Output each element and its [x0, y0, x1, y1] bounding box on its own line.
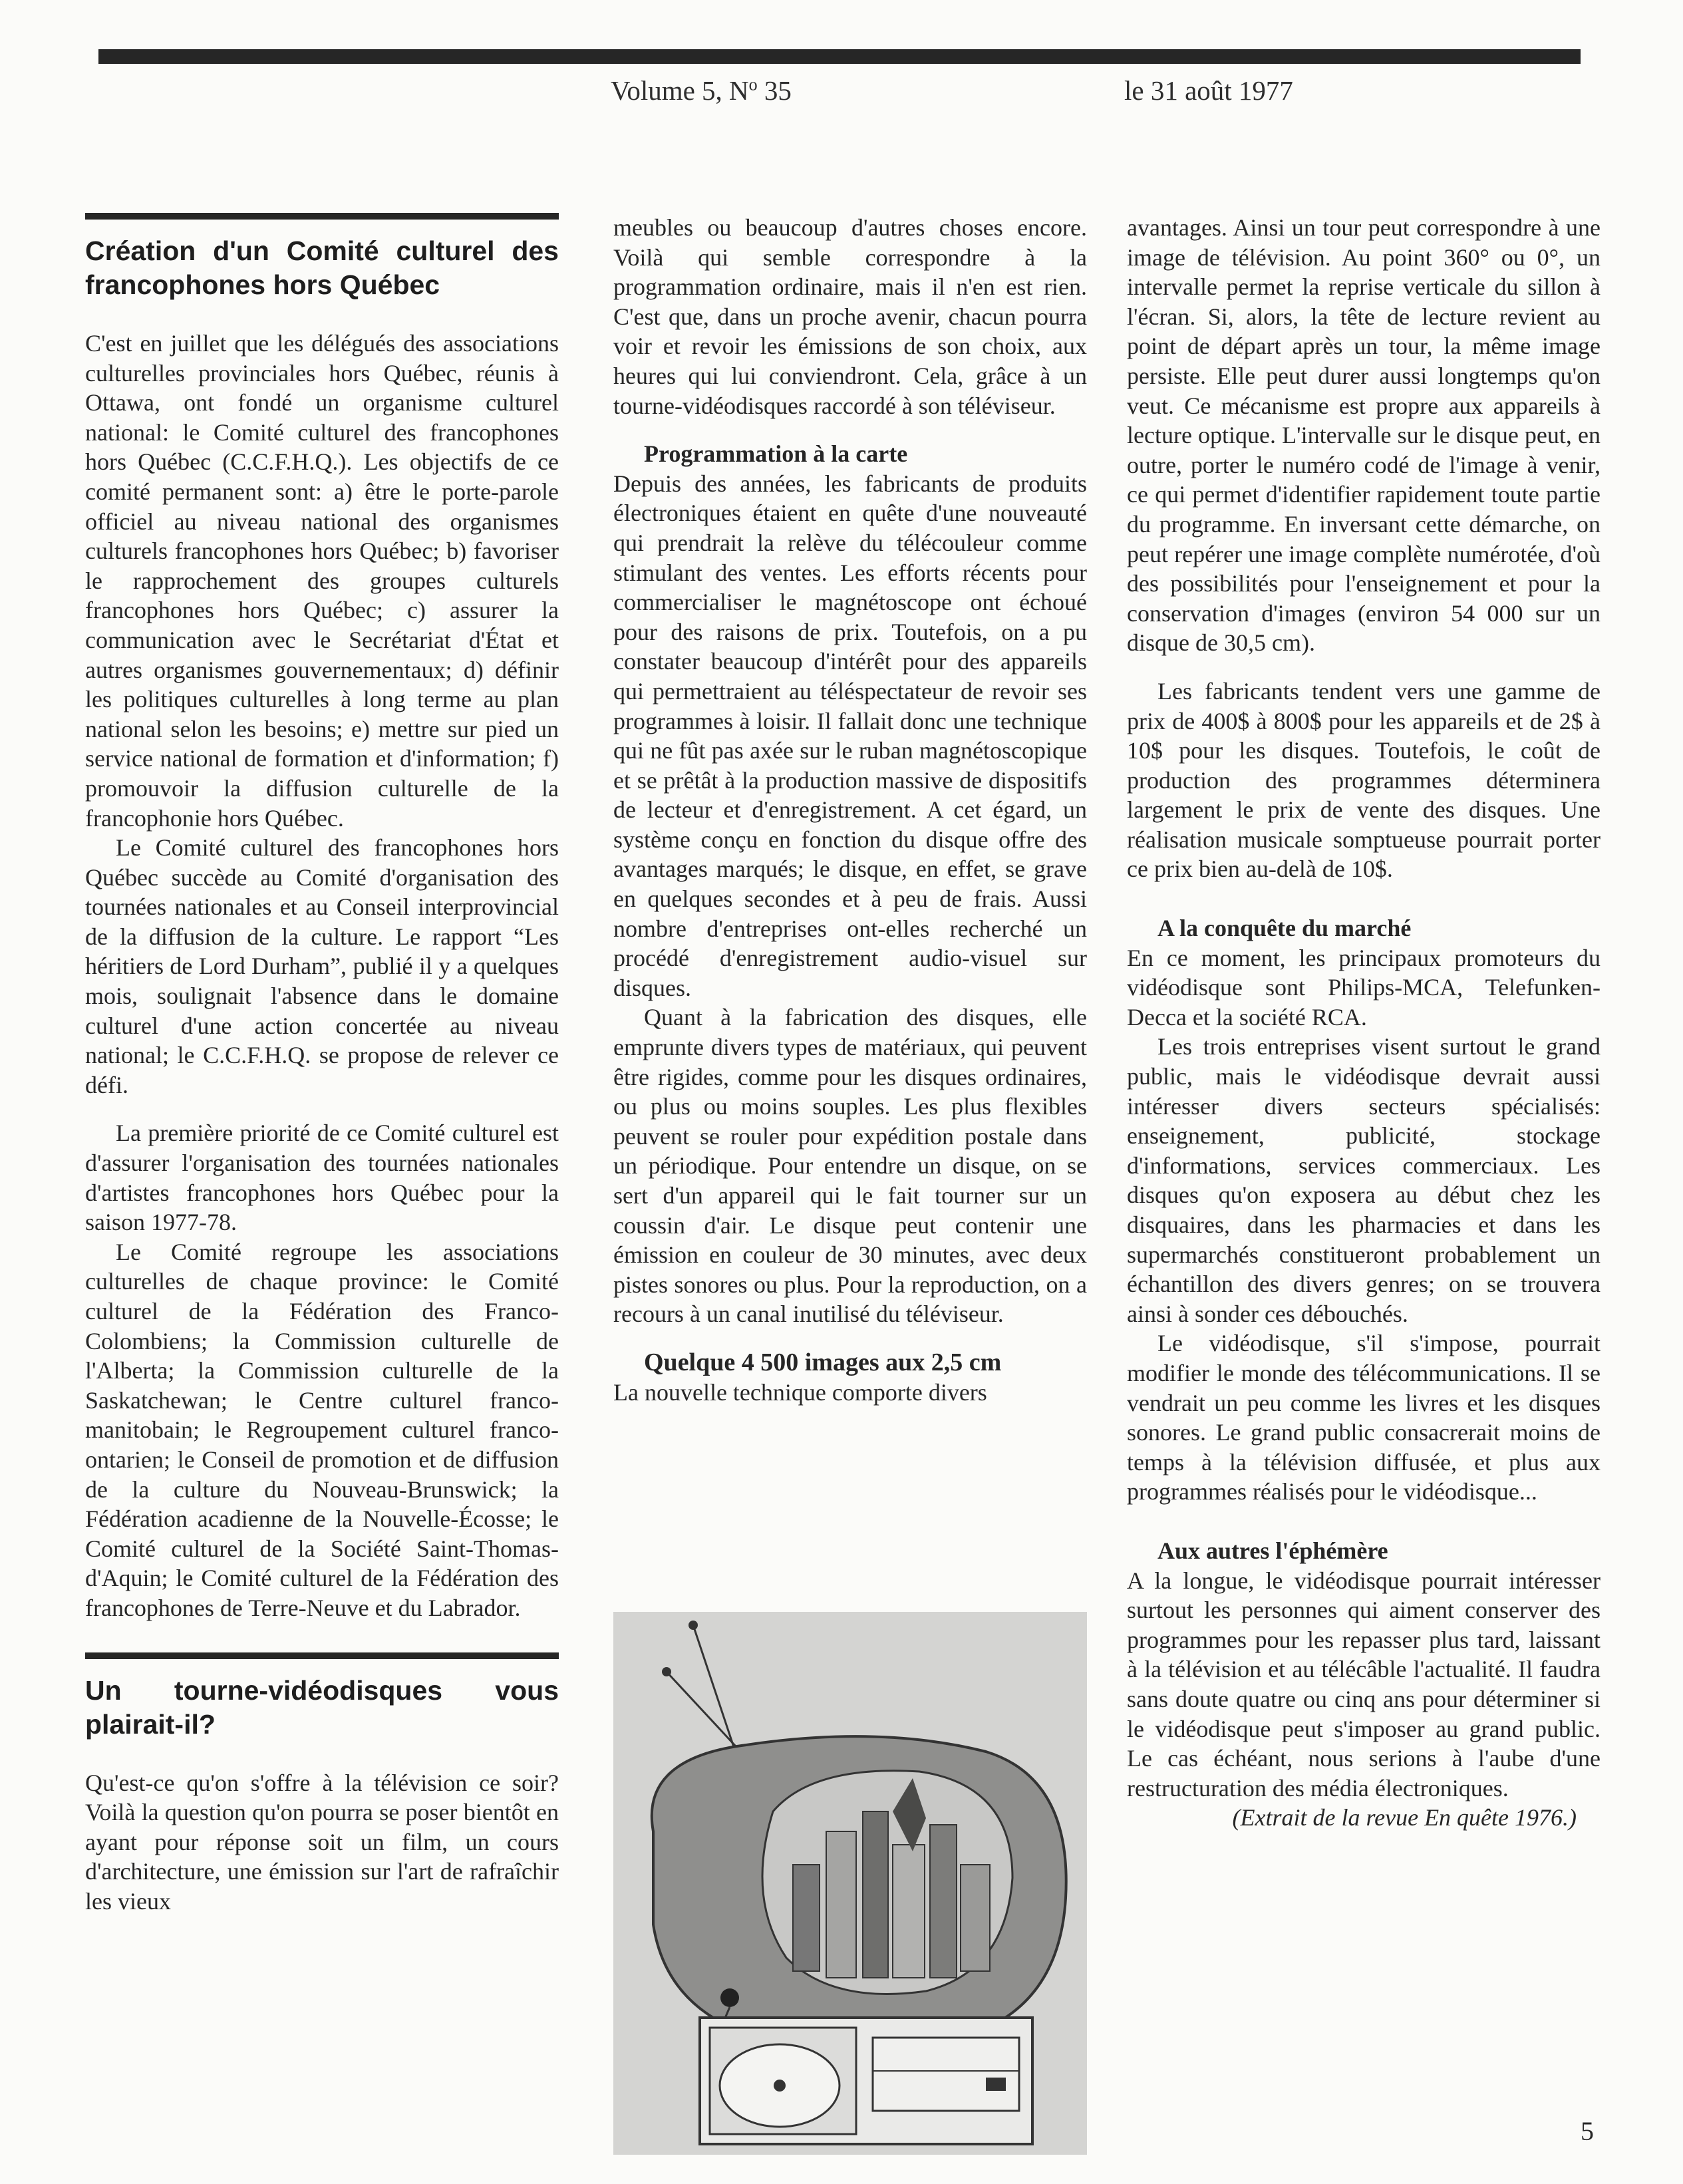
- subheading-conquete: A la conquête du marché: [1157, 915, 1412, 942]
- column-3: [1127, 213, 1601, 1833]
- paragraph: Le Comité culturel des francophones hors Québec succède au Comité d'organisation des tournées nationales et au Conseil interprovincial de la diffusion de la culture. Le rapport “Les héritiers de Lord Durham”, publié il y a quelques mois, soulignait l'absence dans le domaine culturel d'une action concertée au niveau national; le C.C.F.H.Q. se propose de relever ce défi.: [85, 834, 559, 1098]
- column-2: [613, 213, 1087, 1407]
- paragraph: meubles ou beaucoup d'autres choses encore. Voilà qui semble correspondre à la programmation ordinaire, mais il n'en est rien. C'est que, dans un proche avenir, chacun pourra voir et revoir les émissions de son choix, aux heures qui lui conviendront. Cela, grâce à un tourne-vidéodisques raccordé à son téléviseur.: [613, 214, 1087, 419]
- paragraph: En ce moment, les principaux promoteurs du vidéodisque sont Philips-MCA, Telefunken-Decca et la société RCA.: [1127, 944, 1601, 1030]
- paragraph: Depuis des années, les fabricants de produits électroniques étaient en quête d'une nouveauté qui prendrait la relève du télécouleur comme stimulant des ventes. Les efforts récents pour commercialiser le magnétoscope ont échoué pour des raisons de prix. Toutefois, on a pu constater beaucoup d'intérêt pour des appareils qui permettraient au téléspectateur de revoir ses programmes à loisir. Il fallait donc une technique qui ne fût pas axée sur le ruban magnétoscopique et se prêtât à la production massive de dispositifs de lecteur et d'enregistrement. A cet égard, un système conçu en fonction du disque offre des avantages marqués; le disque, en effet, se grave en quelques secondes et à peu de frais. Aussi nombre d'entreprises ont-elles recherché un procédé d'enregistrement audio-visuel sur disques.: [613, 470, 1087, 1001]
- subheading-ephemere: Aux autres l'éphémère: [1157, 1537, 1388, 1564]
- source-credit: (Extrait de la revue En quête 1976.): [1232, 1804, 1577, 1831]
- paragraph: La première priorité de ce Comité culturel est d'assurer l'organisation des tournées nationales d'artistes francophones hors Québec pour la saison 1977-78.: [85, 1120, 559, 1236]
- section-title-videodisques: Un tourne-vidéodisques vous plairait-il?: [85, 1674, 559, 1740]
- paragraph: Quant à la fabrication des disques, elle emprunte divers types de matériaux, qui peuvent être rigides, comme pour les disques ordinaires, ou plus ou moins souples. Les plus flexibles peuvent se rouler pour expédition postale dans un périodique. Pour entendre un disque, on se sert d'un appareil qui le fait tourner sur un coussin d'air. Le disque peut contenir une émission en couleur de 30 minutes, avec deux pistes sonores ou plus. Pour la reproduction, on a recours à un canal inutilisé du téléviseur.: [613, 1004, 1087, 1328]
- volume-number: Volume 5, $N^o$ 35: [611, 75, 792, 106]
- paragraph: La nouvelle technique comporte divers: [613, 1378, 987, 1406]
- paragraph: Le Comité regroupe les associations culturelles de chaque province: le Comité culturel de la Fédération des Franco-Colombiens; la Commission culturelle de l'Alberta; la Commission culturelle de la Saskatchewan; le Centre culturel franco-manitobain; le Regroupement culturel franco-ontarien; le Conseil de promotion et de diffusion de la culture du Nouveau-Brunswick; la Fédération acadienne de la Nouvelle-Écosse; le Comité culturel de la Société Saint-Thomas-d'Aquin; le Comité culturel de la Fédération des francophones de Terre-Neuve et du Labrador.: [85, 1238, 559, 1621]
- issue-date: le 31 août 1977: [1124, 75, 1293, 106]
- page-number: 5: [1581, 2116, 1594, 2146]
- paragraph: Le vidéodisque, s'il s'impose, pourrait modifier le monde des télécommunications. Il se vendrait un peu comme les livres et les disques sonores. Le grand public consacrerait moins de temps à la télévision diffusée, et plus aux programmes réalisés pour le vidéodisque...: [1127, 1330, 1601, 1505]
- paragraph: Les fabricants tendent vers une gamme de prix de 400$ à 800$ pour les appareils et de 2$ à 10$ pour les disques. Toutefois, le coût de production des programmes déterminera largement le prix de vente des disques. Une réalisation musicale somptueuse pourrait porter ce prix bien au-delà de 10$.: [1127, 677, 1601, 883]
- section-title-comite: Création d'un Comité culturel des francophones hors Québec: [85, 235, 559, 300]
- paragraph: Qu'est-ce qu'on s'offre à la télévision ce soir? Voilà la question qu'on pourra se poser bientôt en ayant pour réponse soit un film, un cours d'architecture, une émission sur l'art de rafraîchir les vieux: [85, 1769, 559, 1915]
- subheading-programmation: Programmation à la carte: [644, 440, 908, 468]
- section-rule: [85, 213, 559, 220]
- section-rule: [85, 1652, 559, 1659]
- paragraph: avantages. Ainsi un tour peut correspondre à une image de télévision. Au point 360° ou 0°, un intervalle permet la reprise verticale du sillon à l'écran. Si, alors, la tête de lecture revient au point de départ après un tour, la même image persiste. Elle peut durer aussi longtemps qu'on veut. Ce mécanisme est propre aux appareils à lecture optique. L'intervalle sur le disque peut, en outre, porter le numéro codé de l'image à venir, ce qui permet d'identifier rapidement toute partie du programme. En inversant cette démarche, on peut repérer une image complète numérotée, d'où des possibilités pour l'enseignement et pour la conservation d'images (environ 54 000 sur un disque de 30,5 cm).: [1127, 214, 1601, 657]
- paragraph: C'est en juillet que les délégués des associations culturelles provinciales hors Québec, réunis à Ottawa, ont fondé un organisme culturel national: le Comité culturel des francophones hors Québec (C.C.F.H.Q.). Les objectifs de ce comité permanent sont: a) être le porte-parole officiel au niveau national des organismes culturels francophones hors Québec; b) favoriser le rapprochement des groupes culturels francophones hors Québec; c) assurer la communication avec le Secrétariat d'État et autres organismes gouvernementaux; d) définir les politiques culturelles à long terme au plan national selon les besoins; e) mettre sur pied un service national de formation et d'information; f) promouvoir la diffusion culturelle de la francophonie hors Québec.: [85, 330, 559, 832]
- subheading-images: Quelque 4 500 images aux 2,5 cm: [644, 1348, 1002, 1376]
- paragraph: Les trois entreprises visent surtout le grand public, mais le vidéodisque devrait aussi intéresser divers secteurs spécialisés: enseignement, publicité, stockage d'informations, services commerciaux. Les disques qu'on exposera au début chez les disquaires, dans les pharmacies et dans les supermarchés constitueront probablement un échantillon des divers genres; on se trouvera ainsi à sonder ces débouchés.: [1127, 1033, 1601, 1327]
- paragraph: A la longue, le vidéodisque pourrait intéresser surtout les personnes qui aiment conserver des programmes pour les repasser plus tard, laissant à la télévision et au télécâble l'actualité. Il faudra sans doute quatre ou cinq ans pour déterminer si le vidéodisque peut s'imposer au grand public. Le cas échéant, nous serions à l'aube d'une restructuration des média électroniques.: [1127, 1567, 1601, 1801]
- column-1: [85, 213, 559, 1917]
- tv-videodisc-illustration: [613, 1612, 1087, 2155]
- header-rule: [98, 49, 1581, 64]
